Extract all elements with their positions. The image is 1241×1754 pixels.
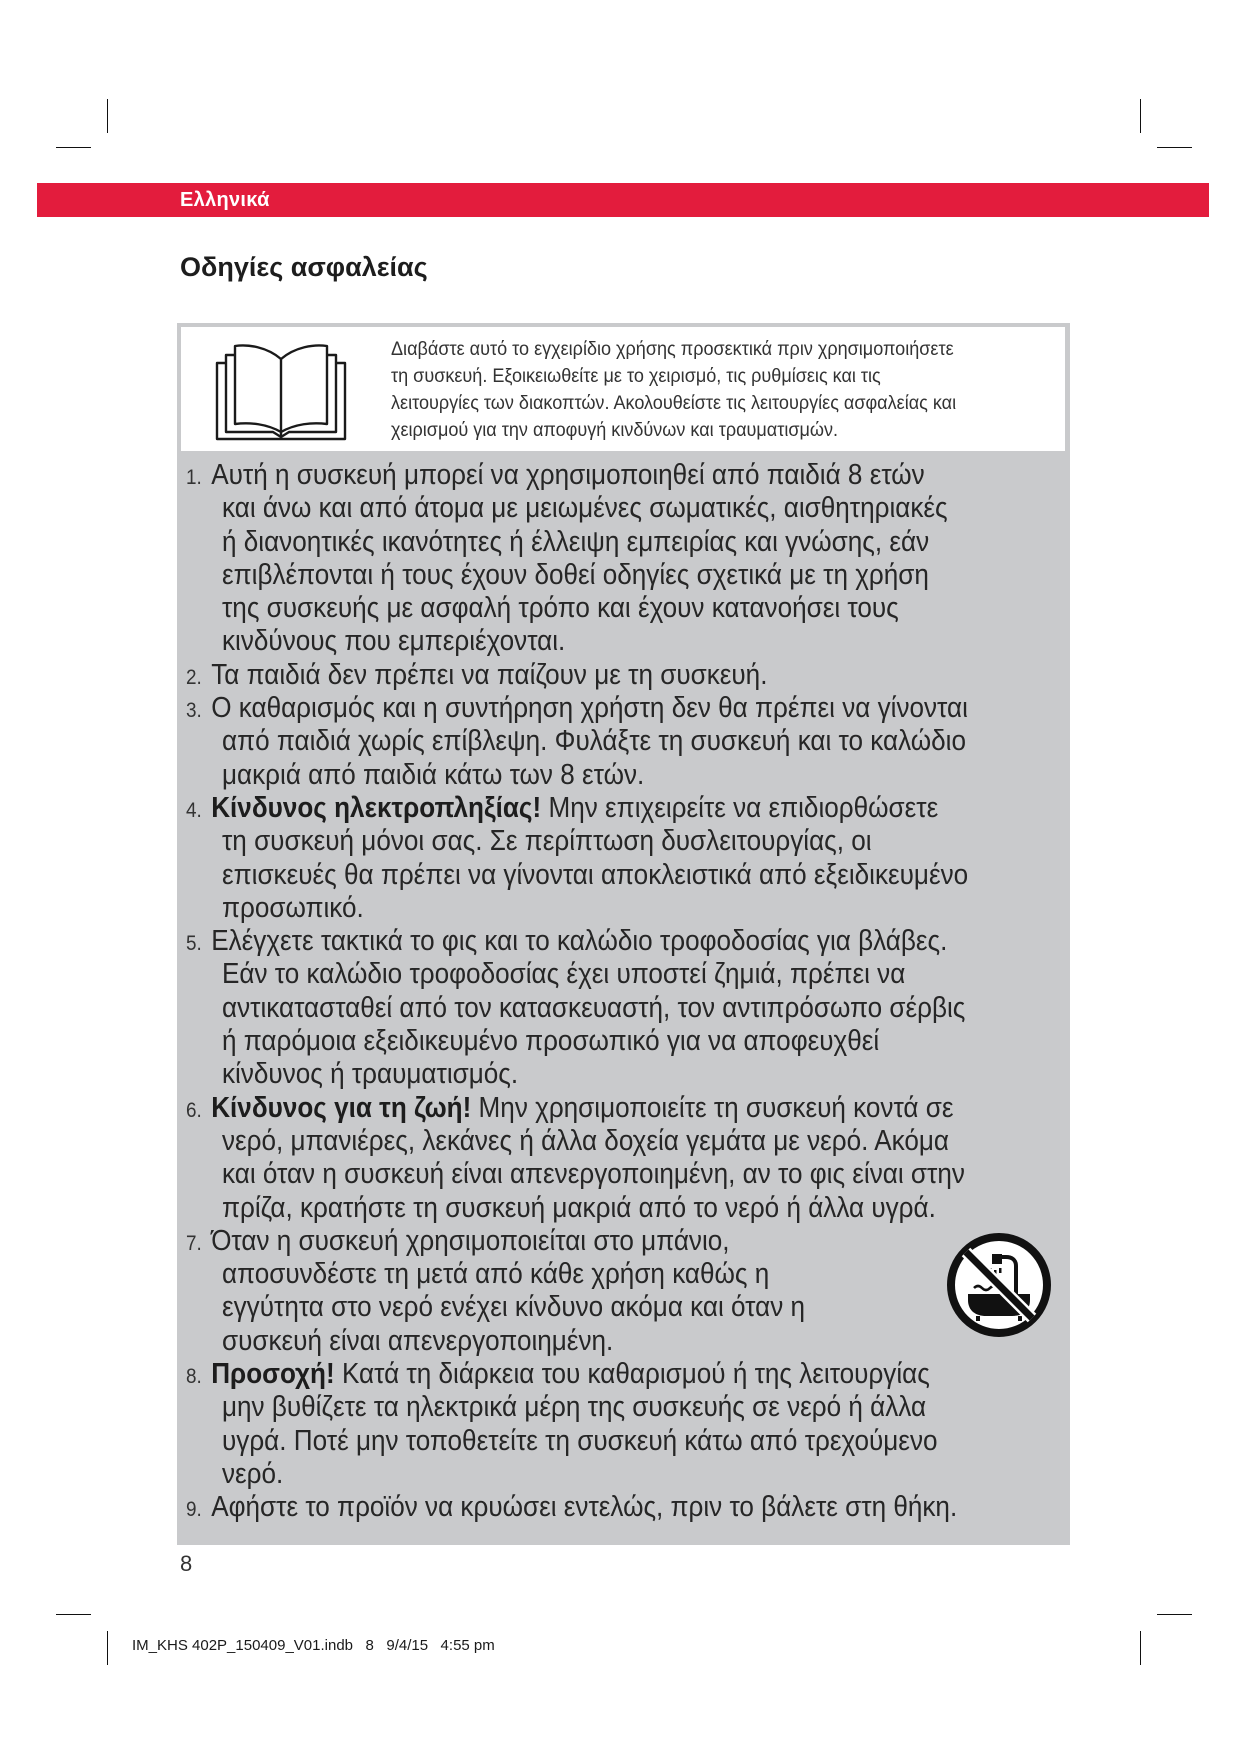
intro-text xyxy=(391,336,1056,444)
warning-label: Κίνδυνος ηλεκτροπληξίας! xyxy=(211,791,542,824)
item-number: 2. xyxy=(186,665,202,689)
instruction-item-2 xyxy=(186,659,1050,692)
instruction-text: Ο καθαρισμός και η συντήρηση χρήστη δεν θα πρέπει να γίνονται xyxy=(211,692,968,725)
instruction-item-3 xyxy=(186,692,1050,792)
crop-mark xyxy=(1140,1631,1141,1665)
safety-instructions-list xyxy=(186,459,1050,1525)
instruction-text: Μην επιχειρείτε να επιδιορθώσετε xyxy=(548,791,939,824)
instruction-line: κίνδυνος ή τραυματισμός. xyxy=(222,1058,519,1091)
instruction-item-9 xyxy=(186,1491,1050,1524)
item-number: 9. xyxy=(186,1498,202,1522)
item-number: 6. xyxy=(186,1098,202,1122)
instruction-line: τη συσκευή μόνοι σας. Σε περίπτωση δυσλειτουργίας, οι xyxy=(222,825,872,858)
item-number: 7. xyxy=(186,1231,202,1255)
instruction-line: ή παρόμοια εξειδικευμένο προσωπικό για να αποφευχθεί xyxy=(222,1025,880,1058)
instruction-line: μην βυθίζετε τα ηλεκτρικά μέρη της συσκευής σε νερό ή άλλα xyxy=(222,1391,927,1424)
instruction-text: Ελέγχετε τακτικά το φις και το καλώδιο τροφοδοσίας για βλάβες. xyxy=(211,925,948,958)
instruction-line: Εάν το καλώδιο τροφοδοσίας έχει υποστεί ζημιά, πρέπει να xyxy=(222,958,906,991)
page-title: Οδηγίες ασφαλείας xyxy=(180,252,428,282)
item-number: 1. xyxy=(186,466,202,489)
instruction-line: και άνω και από άτομα με μειωμένες σωματικές, αισθητηριακές xyxy=(222,492,948,525)
instruction-line: νερό. xyxy=(222,1457,284,1490)
crop-mark xyxy=(107,99,108,133)
instruction-item-5 xyxy=(186,925,1050,1091)
crop-mark xyxy=(1140,99,1141,133)
item-number: 8. xyxy=(186,1365,202,1389)
no-bath-icon xyxy=(944,1230,1054,1340)
item-number: 4. xyxy=(186,798,202,822)
instruction-text: Τα παιδιά δεν πρέπει να παίζουν με τη συσκευή. xyxy=(211,658,768,691)
instruction-item-8 xyxy=(186,1358,1050,1491)
instruction-text: Αφήστε το προϊόν να κρυώσει εντελώς, πριν το βάλετε στη θήκη. xyxy=(211,1491,958,1524)
instruction-line xyxy=(186,1092,1050,1125)
instruction-item-7 xyxy=(186,1225,1050,1358)
instruction-line: ή διανοητικές ικανότητες ή έλλειψη εμπειρίας και γνώσης, εάν xyxy=(222,525,930,558)
language-label: Ελληνικά xyxy=(180,189,270,211)
instruction-line: επισκευές θα πρέπει να γίνονται αποκλειστικά από εξειδικευμένο xyxy=(222,858,969,891)
instruction-line: αντικατασταθεί από τον κατασκευαστή, τον αντιπρόσωπο σέρβις xyxy=(222,991,966,1024)
instruction-item-6 xyxy=(186,1092,1050,1225)
item-number: 3. xyxy=(186,699,202,723)
instruction-text: Κατά τη διάρκεια του καθαρισμού ή της λειτουργίας xyxy=(341,1358,930,1391)
instruction-line xyxy=(186,1225,1050,1258)
instruction-line xyxy=(186,692,1050,725)
crop-mark xyxy=(107,1631,108,1665)
instruction-text: Μην χρησιμοποιείτε τη συσκευή κοντά σε xyxy=(478,1091,954,1124)
instruction-text: Αυτή η συσκευή μπορεί να χρησιμοποιηθεί από παιδιά 8 ετών xyxy=(211,459,925,491)
instruction-line xyxy=(186,1491,1050,1524)
crop-mark xyxy=(1157,1614,1192,1615)
warning-label: Κίνδυνος για τη ζωή! xyxy=(211,1091,472,1124)
instruction-line: από παιδιά χωρίς επίβλεψη. Φυλάξτε τη συσκευή και το καλώδιο xyxy=(222,725,966,758)
instruction-line: αποσυνδέστε τη μετά από κάθε χρήση καθώς η xyxy=(222,1258,770,1291)
instruction-text: Όταν η συσκευή χρησιμοποιείται στο μπάνιο, xyxy=(211,1224,730,1257)
crop-mark xyxy=(56,1614,91,1615)
instruction-line: επιβλέπονται ή τους έχουν δοθεί οδηγίες σχετικά με τη χρήση xyxy=(222,558,929,591)
intro-line: τη συσκευή. Εξοικειωθείτε με το χειρισμό, τις ρυθμίσεις και τις xyxy=(391,366,881,387)
instruction-line: της συσκευής με ασφαλή τρόπο και έχουν κατανοήσει τους xyxy=(222,592,899,625)
instruction-line: εγγύτητα στο νερό ενέχει κίνδυνο ακόμα και όταν η xyxy=(222,1291,806,1324)
instruction-line: και όταν η συσκευή είναι απενεργοποιημένη, αν το φις είναι στην xyxy=(222,1158,965,1191)
intro-line: λειτουργίες των διακοπτών. Ακολουθείστε τις λειτουργίες ασφαλείας και xyxy=(391,393,957,414)
instruction-line: πρίζα, κρατήστε τη συσκευή μακριά από το νερό ή άλλα υγρά. xyxy=(222,1191,936,1224)
crop-mark xyxy=(56,147,91,148)
instruction-line xyxy=(186,1358,1050,1391)
instruction-line: προσωπικό. xyxy=(222,891,364,924)
warning-label: Προσοχή! xyxy=(211,1358,335,1391)
item-number: 5. xyxy=(186,932,202,956)
crop-mark xyxy=(1157,147,1192,148)
instruction-line xyxy=(186,925,1050,958)
instruction-line xyxy=(186,792,1050,825)
instruction-line xyxy=(186,659,1050,692)
print-footer: IM_KHS 402P_150409_V01.indb 8 9/4/15 4:55 pm xyxy=(132,1637,495,1654)
instruction-line: συσκευή είναι απενεργοποιημένη. xyxy=(222,1324,614,1357)
instruction-line: κινδύνους που εμπεριέχονται. xyxy=(222,625,566,658)
instruction-line: μακριά από παιδιά κάτω των 8 ετών. xyxy=(222,758,645,791)
language-banner xyxy=(37,183,1209,217)
page-number: 8 xyxy=(180,1551,193,1576)
book-icon xyxy=(211,337,351,442)
instruction-item-1 xyxy=(186,459,1050,659)
instruction-line: νερό, μπανιέρες, λεκάνες ή άλλα δοχεία γεμάτα με νερό. Ακόμα xyxy=(222,1124,950,1157)
intro-line: χειρισμού για την αποφυγή κινδύνων και τραυματισμών. xyxy=(391,420,839,441)
instruction-item-4 xyxy=(186,792,1050,925)
instruction-line: υγρά. Ποτέ μην τοποθετείτε τη συσκευή κάτω από τρεχούμενο xyxy=(222,1424,938,1457)
intro-line: Διαβάστε αυτό το εγχειρίδιο χρήσης προσεκτικά πριν χρησιμοποιήσετε xyxy=(391,339,954,360)
instruction-line xyxy=(186,459,1050,492)
